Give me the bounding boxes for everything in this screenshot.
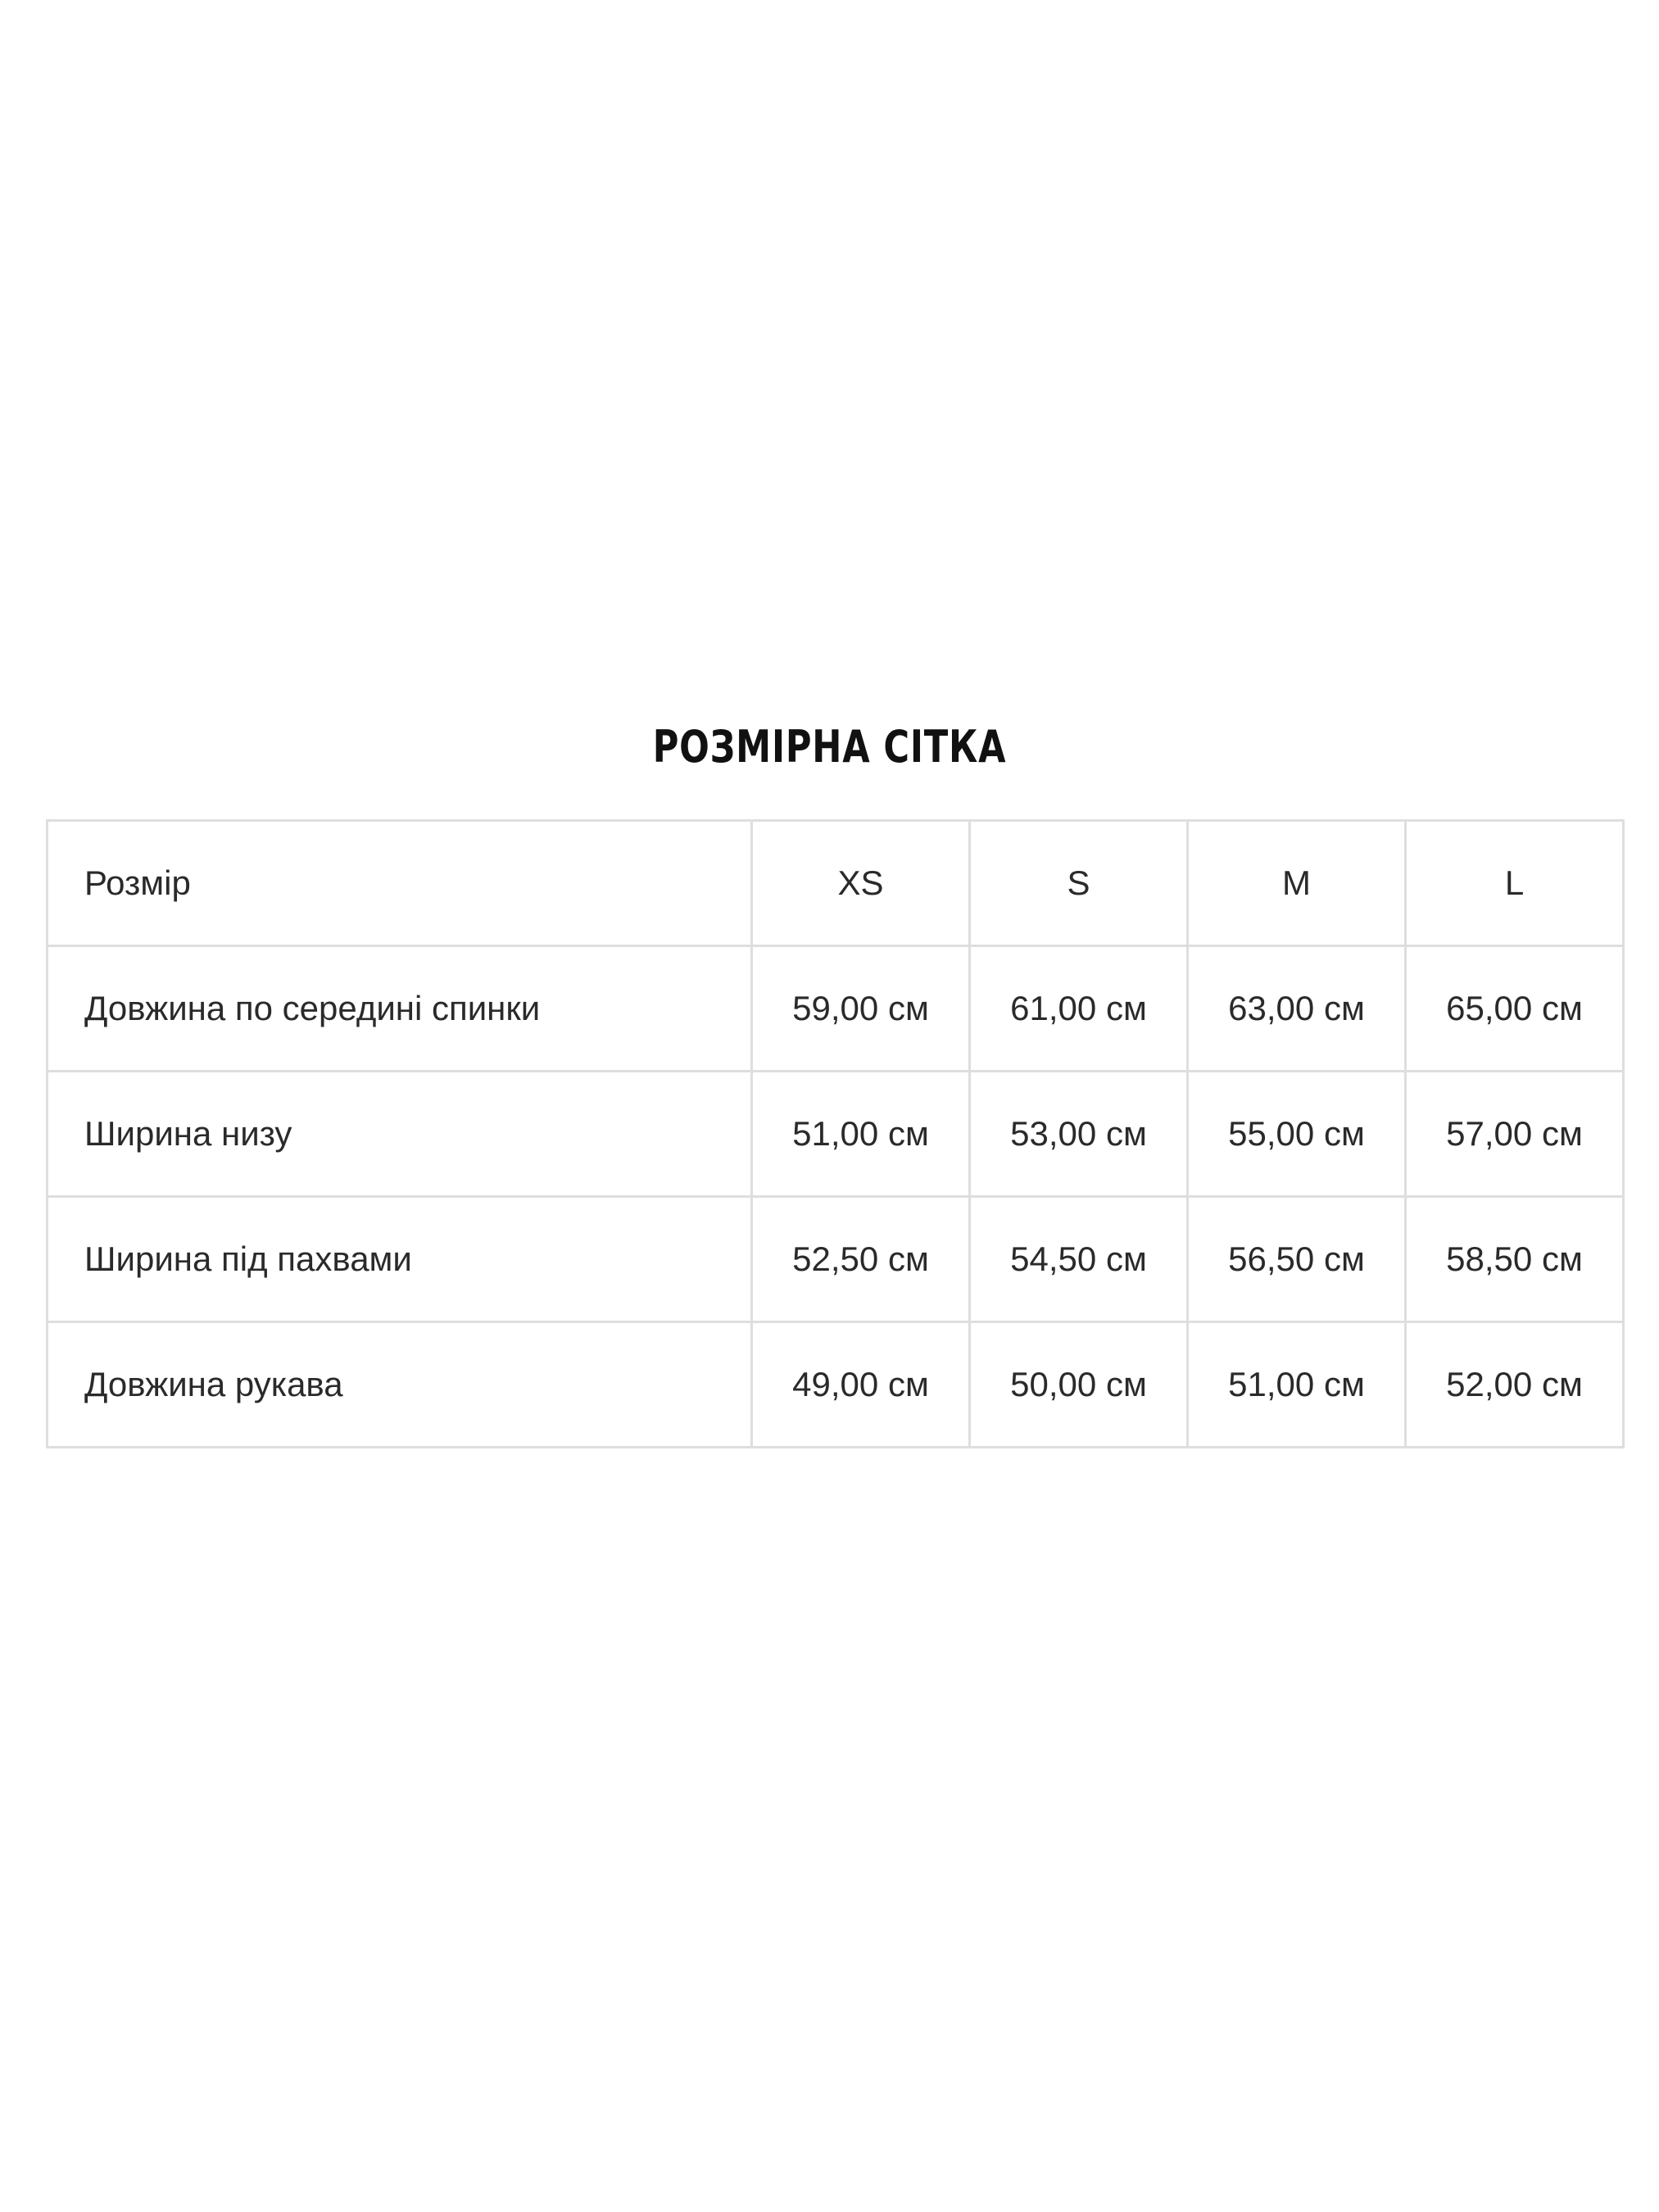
value-cell: 49,00 см: [752, 1322, 970, 1448]
row-label-cell: Ширина низу: [48, 1072, 752, 1197]
value-cell: 51,00 см: [752, 1072, 970, 1197]
size-chart-table: [46, 819, 1625, 1448]
page-title: РОЗМІРНА СІТКА: [652, 721, 1007, 773]
value-cell: 52,00 см: [1406, 1322, 1624, 1448]
value-cell: 61,00 см: [970, 946, 1188, 1072]
value-cell: 54,50 см: [970, 1197, 1188, 1322]
value-cell: 55,00 см: [1188, 1072, 1406, 1197]
header-size-xs: XS: [752, 821, 970, 946]
value-cell: 56,50 см: [1188, 1197, 1406, 1322]
value-cell: 63,00 см: [1188, 946, 1406, 1072]
value-cell: 59,00 см: [752, 946, 970, 1072]
value-cell: 58,50 см: [1406, 1197, 1624, 1322]
table-header-row: [48, 821, 1624, 946]
value-cell: 53,00 см: [970, 1072, 1188, 1197]
header-size-m: M: [1188, 821, 1406, 946]
header-size-s: S: [970, 821, 1188, 946]
header-label-cell: Розмір: [48, 821, 752, 946]
table-row: [48, 946, 1624, 1072]
table-row: [48, 1197, 1624, 1322]
header-size-l: L: [1406, 821, 1624, 946]
value-cell: 51,00 см: [1188, 1322, 1406, 1448]
table-row: [48, 1072, 1624, 1197]
table-row: [48, 1322, 1624, 1448]
row-label-cell: Ширина під пахвами: [48, 1197, 752, 1322]
value-cell: 57,00 см: [1406, 1072, 1624, 1197]
value-cell: 65,00 см: [1406, 946, 1624, 1072]
row-label-cell: Довжина рукава: [48, 1322, 752, 1448]
value-cell: 52,50 см: [752, 1197, 970, 1322]
row-label-cell: Довжина по середині спинки: [48, 946, 752, 1072]
value-cell: 50,00 см: [970, 1322, 1188, 1448]
